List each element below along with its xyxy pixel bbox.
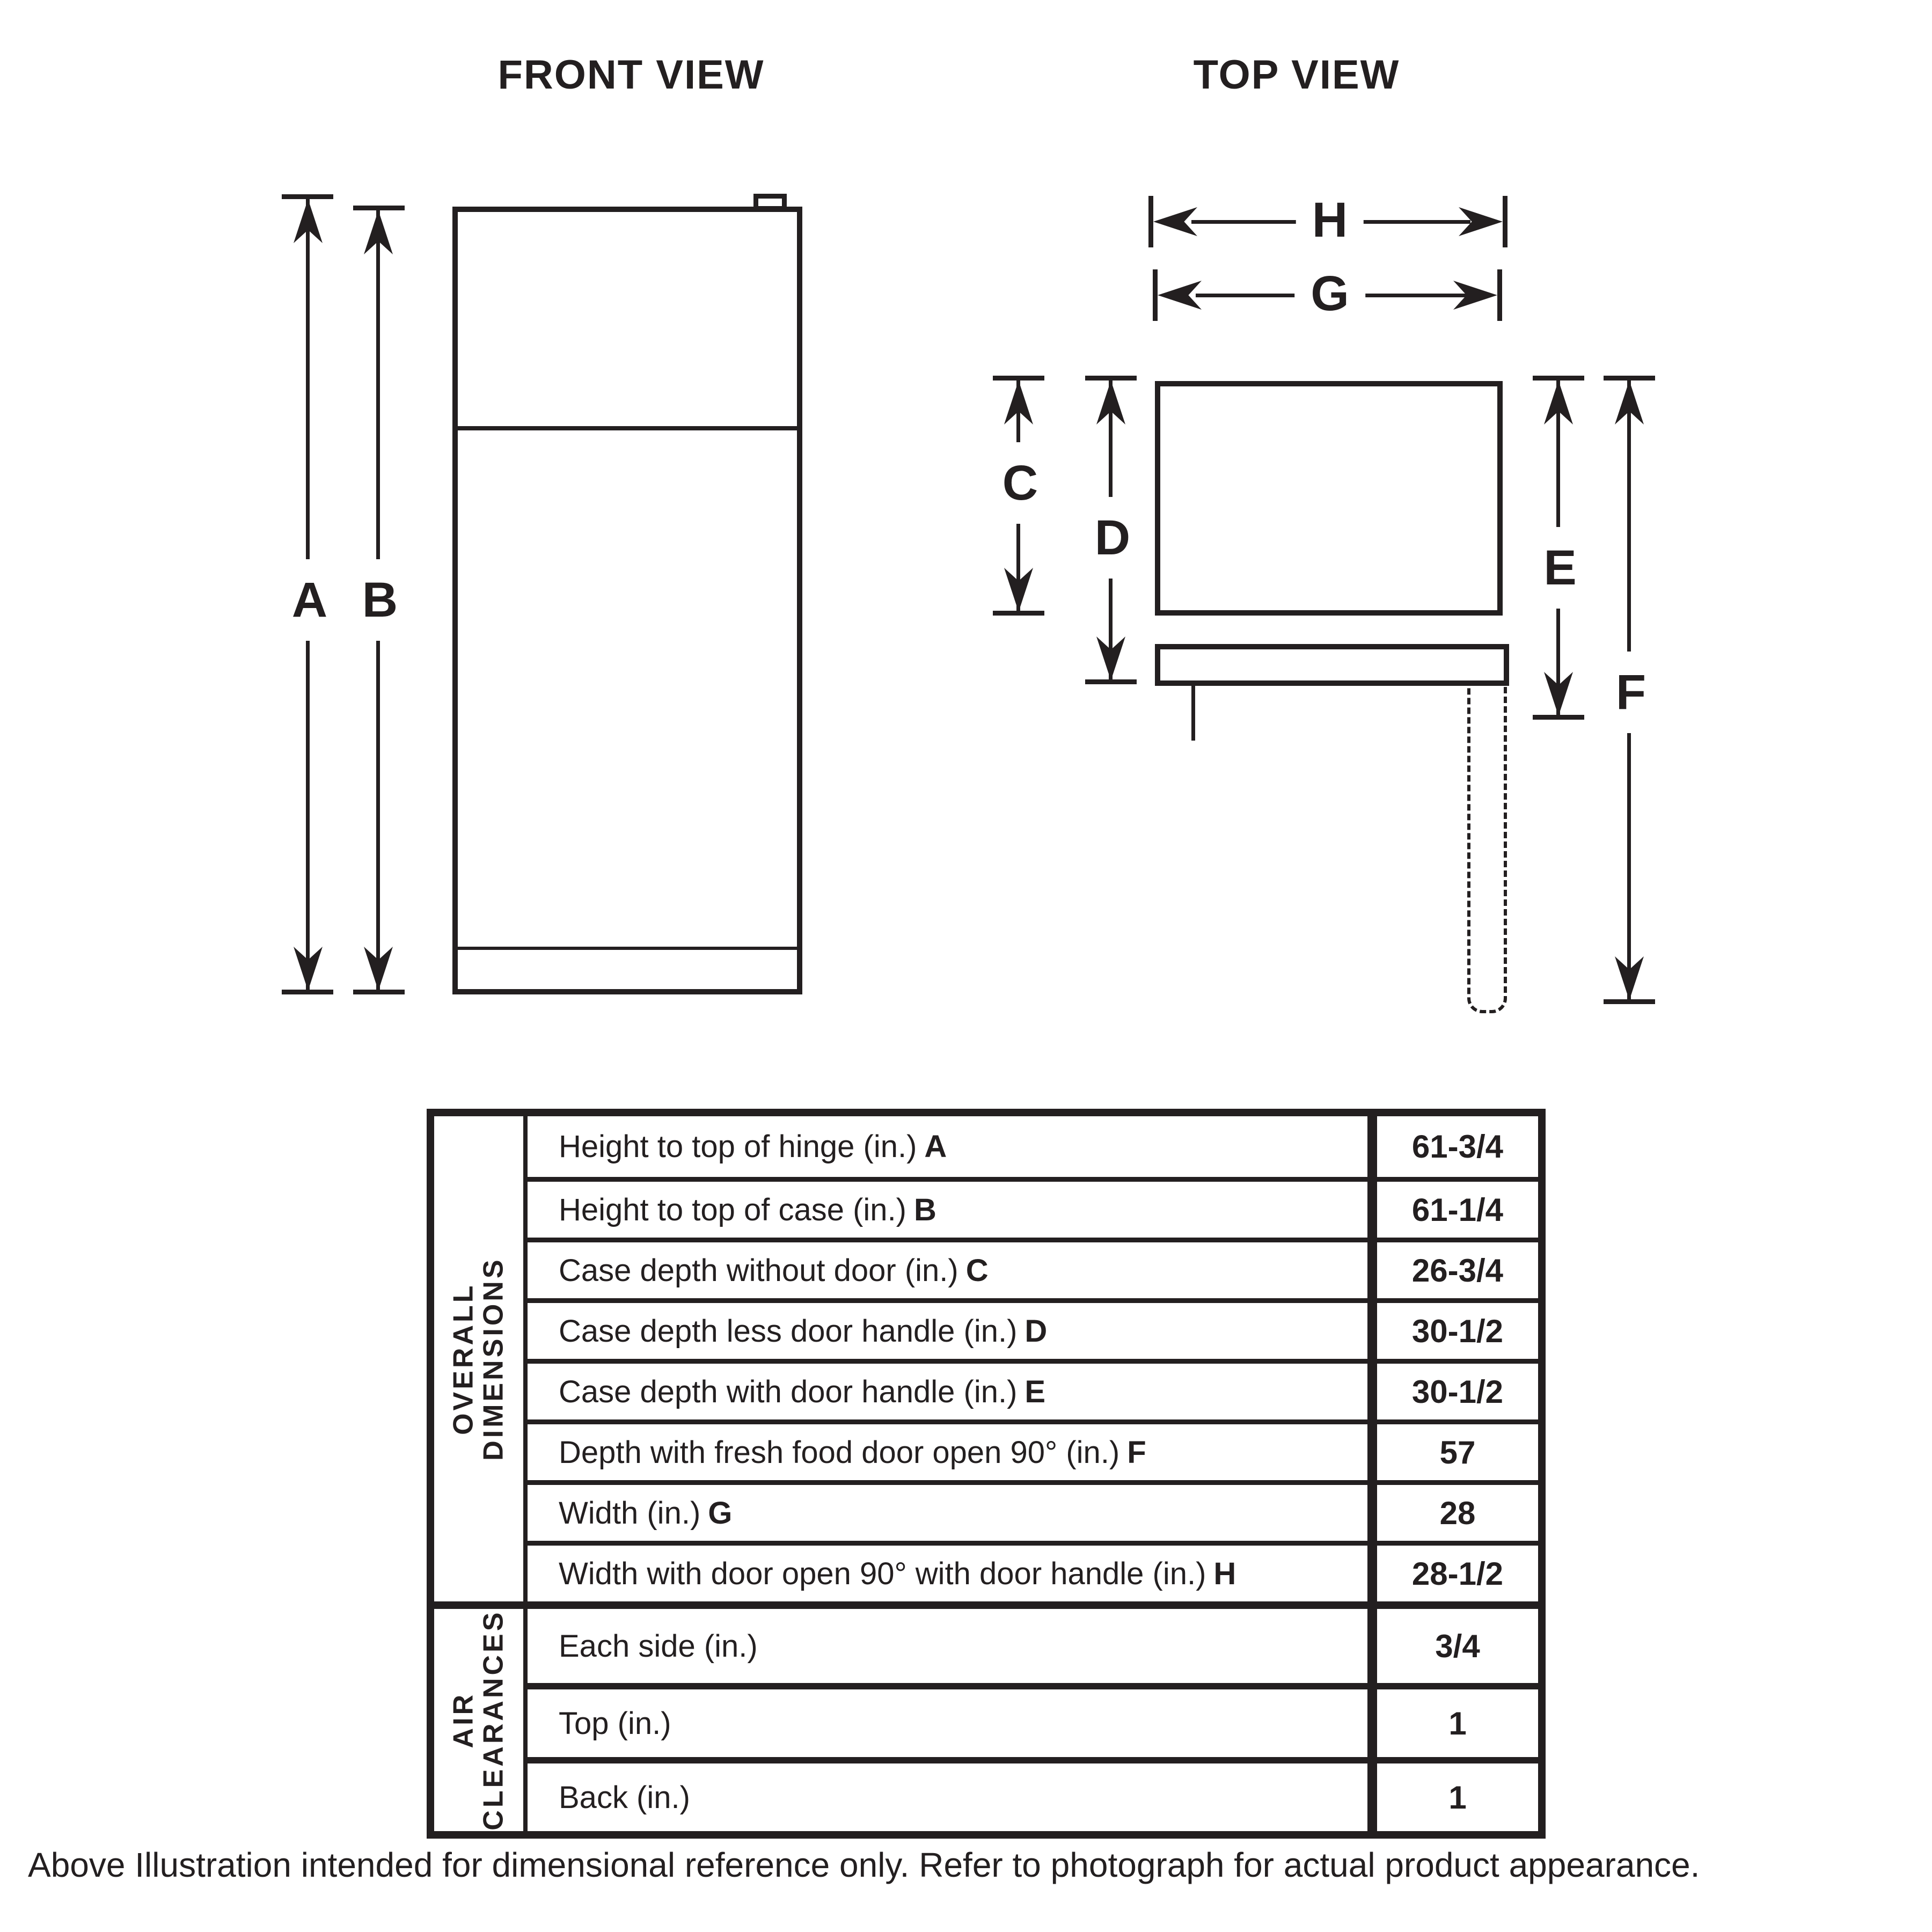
case-outline-top [1155,381,1503,616]
front-view-title: FRONT VIEW [497,52,765,98]
door-outline-top [1155,644,1509,686]
table-row [528,1541,1538,1601]
row-key-letter: E [1024,1374,1046,1409]
fridge-cabinet-outline [452,207,802,994]
table-row [528,1298,1538,1359]
dim-d-bottom-tick [1085,679,1137,684]
row-value: 28-1/2 [1367,1546,1538,1601]
row-description: Depth with fresh food door open 90° (in.) F [559,1435,1146,1470]
dim-label-b: B [355,559,405,641]
row-description: Case depth less door handle (in.) D [559,1313,1048,1349]
row-value: 1 [1367,1689,1538,1757]
dim-h-arrow-left-icon [1153,207,1197,236]
table-row [528,1683,1538,1757]
table-row [528,1177,1538,1238]
row-description: Top (in.) [559,1706,671,1741]
dimensions-table [427,1109,1546,1839]
dim-label-f: F [1608,652,1653,733]
door-hinge-stub [1191,686,1195,741]
row-key-letter: A [924,1129,947,1164]
dim-g-left-tick [1153,269,1158,321]
row-value: 30-1/2 [1367,1364,1538,1419]
section-label [434,1116,528,1601]
dim-label-g: G [1294,265,1365,323]
row-value: 3/4 [1367,1609,1538,1683]
section-label-text: AIR CLEARANCES [448,1609,510,1831]
hinge-tab [753,194,787,211]
top-view-title: TOP VIEW [1193,52,1400,98]
row-value: 26-3/4 [1367,1242,1538,1298]
dim-label-e: E [1536,527,1584,609]
table-row [528,1480,1538,1541]
row-description: Width (in.) G [559,1495,733,1531]
dim-g-arrow-left-icon [1158,281,1202,310]
row-value: 61-1/4 [1367,1182,1538,1238]
table-section-0 [434,1116,1538,1601]
row-value: 1 [1367,1763,1538,1831]
row-value: 61-3/4 [1367,1116,1538,1177]
row-description: Back (in.) [559,1780,690,1815]
row-key-letter: B [914,1192,936,1227]
dim-f-bottom-tick [1604,999,1655,1004]
table-row [528,1116,1538,1177]
section-label [434,1609,528,1831]
row-description: Height to top of hinge (in.) A [559,1129,947,1164]
table-row [528,1419,1538,1480]
dim-a-bottom-tick [282,990,333,994]
door-handle-dashed-outline [1467,665,1507,1013]
table-row [528,1238,1538,1298]
dim-c-bottom-tick [993,611,1044,616]
dim-g-right-tick [1497,269,1502,321]
table-row [528,1359,1538,1419]
dim-h-left-tick [1148,196,1153,247]
dim-label-c: C [995,442,1045,524]
dim-label-a: A [284,559,335,641]
row-key-letter: D [1024,1313,1048,1349]
row-value: 30-1/2 [1367,1303,1538,1359]
row-description: Case depth without door (in.) C [559,1253,989,1288]
row-description: Height to top of case (in.) B [559,1192,936,1227]
kick-plate-line [455,947,800,950]
dim-label-d: D [1087,497,1138,579]
row-description: Width with door open 90° with door handle (in.) H [559,1556,1236,1591]
dim-e-bottom-tick [1533,715,1584,720]
dim-h-right-tick [1503,196,1507,247]
caption: Above Illustration intended for dimensional reference only. Refer to photograph for actual product appearance. [28,1846,1700,1884]
row-key-letter: G [708,1495,733,1531]
row-description: Case depth with door handle (in.) E [559,1374,1046,1409]
row-description: Each side (in.) [559,1628,758,1664]
row-key-letter: H [1213,1556,1236,1591]
section-label-text: OVERALL DIMENSIONS [448,1257,509,1461]
row-key-letter: F [1127,1435,1146,1470]
dim-label-h: H [1296,191,1364,249]
table-row [528,1757,1538,1831]
freezer-door-divider [455,426,800,430]
row-value: 57 [1367,1424,1538,1480]
row-key-letter: C [965,1253,989,1288]
dim-b-bottom-tick [353,990,405,994]
row-value: 28 [1367,1485,1538,1541]
table-row [528,1609,1538,1683]
table-section-1 [434,1601,1538,1831]
